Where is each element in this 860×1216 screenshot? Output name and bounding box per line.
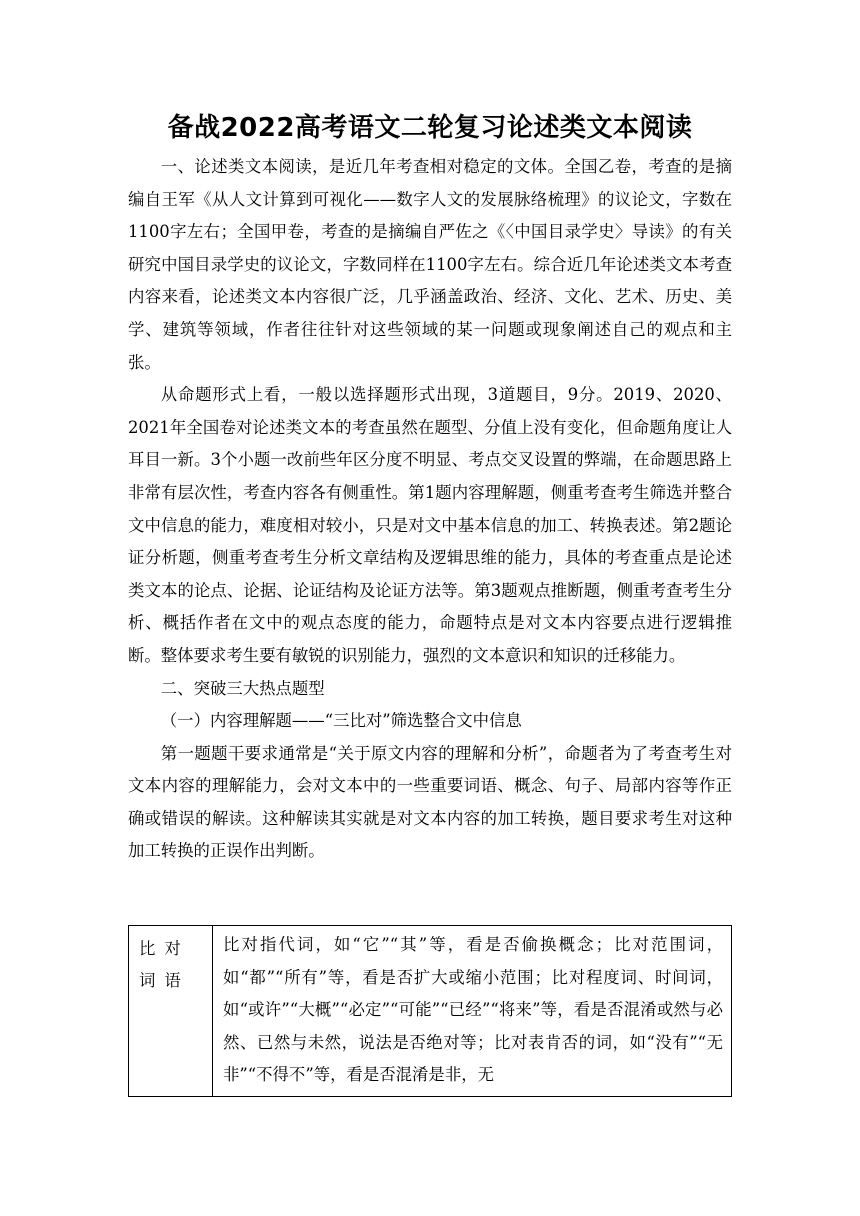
section-heading: 二、突破三大热点题型 [160,678,325,698]
document-title: 备战2022高考语文二轮复习论述类文本阅读 [167,113,693,143]
paragraph-question-one: 第一题题干要求通常是“关于原文内容的理解和分析”，命题者为了考查考生对文本内容的理解能力，会对文本中的一些重要词语、概念、句子、局部内容等作正确或错误的解读。这种解读其实就是对文本内容的加工转换，题目要求考生对这种加工转换的正误作出判断。 [128,743,732,861]
table-row-text: 比对指代词，如“它”“其”等，看是否偷换概念；比对范围词，如“都”“所有”等，看是否扩大或缩小范围；比对程度词、时间词，如“或许”“大概”“必定”“可能”“已经”“将来”等，看是否混淆或然与必然、已然与未然，说法是否绝对等；比对表肯否的词，如“没有”“无非”“不得不”等，看是否混淆是非，无 [223,935,723,1085]
subsection-heading: （一）内容理解题——“三比对”筛选整合文中信息 [160,711,522,731]
document-body [128,151,732,868]
paragraph-question-form: 从命题形式上看，一般以选择题形式出现，3道题目，9分。2019、2020、2021年全国卷对论述类文本的考查虽然在题型、分值上没有变化，但命题角度让人耳目一新。3个小题一改前些年区分度不明显、考点交叉设置的弊端，在命题思路上非常有层次性，考查内容各有侧重性。第1题内容理解题，侧重考查考生筛选并整合文中信息的能力，难度相对较小，只是对文中基本信息的加工、转换表述。第2题论证分析题，侧重考查考生分析文章结构及逻辑思维的能力，具体的考查重点是论述类文本的论点、论据、论证结构及论证方法等。第3题观点推断题，侧重考查考生分析、概括作者在文中的观点态度的能力，命题特点是对文本内容要点进行逻辑推断。整体要求考生要有敏锐的识别能力，强烈的文本意识和知识的迁移能力。 [128,385,732,665]
comparison-table [128,925,732,1097]
table-row-label: 比对词语 [129,926,213,1096]
paragraph-intro: 一、论述类文本阅读，是近几年考查相对稳定的文体。全国乙卷，考查的是摘编自王军《从人文计算到可视化——数字人文的发展脉络梳理》的议论文，字数在1100字左右；全国甲卷，考查的是摘编自严佐之《〈中国目录学史〉导读》的有关研究中国目录学史的议论文，字数同样在1100字左右。综合近几年论述类文本考查内容来看，论述类文本内容很广泛，几乎涵盖政治、经济、文化、艺术、历史、美学、建筑等领域，作者往往针对这些领域的某一问题或现象阐述自己的观点和主张。 [128,157,732,372]
